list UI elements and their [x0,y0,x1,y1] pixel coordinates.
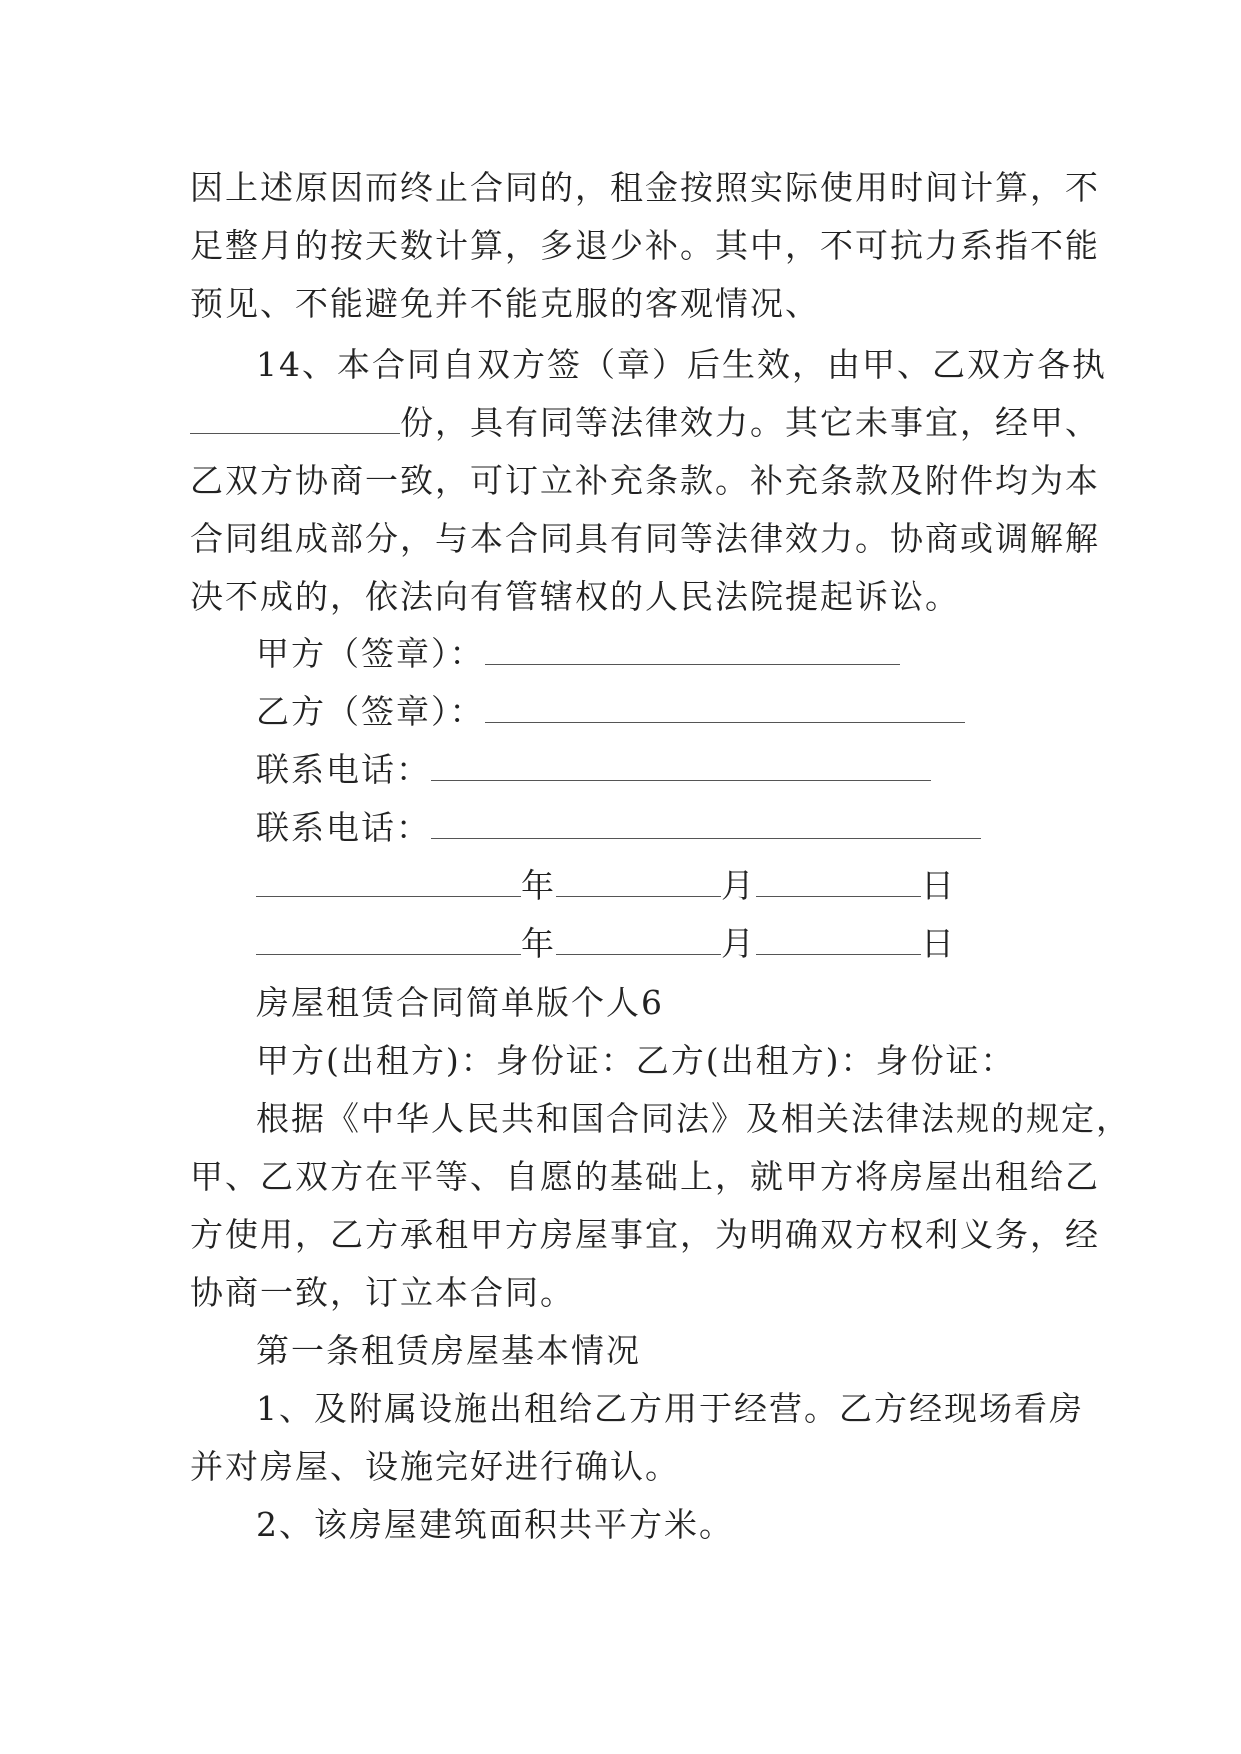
intro-line: 协商一致，订立本合同。 [190,1273,575,1312]
month-blank [556,866,721,897]
intro-line: 方使用，乙方承租甲方房屋事宜，为明确双方权利义务，经 [190,1215,1100,1254]
day-blank [756,866,921,897]
party-b-signature-blank [485,692,965,723]
month-label: 月 [721,924,756,963]
phone-line-1 [256,750,931,790]
intro-line: 甲、乙双方在平等、自愿的基础上，就甲方将房屋出租给乙 [190,1157,1100,1196]
phone-blank-2 [431,808,981,839]
day-blank [756,924,921,955]
section-title: 房屋租赁合同简单版个人6 [256,983,664,1022]
paragraph-line: 因上述原因而终止合同的，租金按照实际使用时间计算，不 [190,168,1100,207]
paragraph-line: 乙双方协商一致，可订立补充条款。补充条款及附件均为本 [190,461,1100,500]
parties-line: 甲方(出租方)：身份证：乙方(出租方)：身份证： [256,1041,1016,1080]
party-a-signature-blank [485,634,900,665]
party-b-signature-line [256,692,965,732]
party-a-label: 甲方（签章）： [256,634,485,673]
paragraph-line: 合同组成部分，与本合同具有同等法律效力。协商或调解解 [190,519,1100,558]
item-1-line: 1、及附属设施出租给乙方用于经营。乙方经现场看房 [256,1389,1084,1428]
year-label: 年 [521,924,556,963]
phone-label-2: 联系电话： [256,808,431,847]
item-1-line: 并对房屋、设施完好进行确认。 [190,1447,680,1486]
party-b-label: 乙方（签章）： [256,692,485,731]
day-label: 日 [921,924,956,963]
clause-14-copies-line [190,403,1100,443]
paragraph-line: 决不成的，依法向有管辖权的人民法院提起诉讼。 [190,577,960,616]
clause-14-line: 14、本合同自双方签（章）后生效，由甲、乙双方各执 [256,345,1107,384]
year-label: 年 [521,866,556,905]
month-label: 月 [721,866,756,905]
copies-blank [190,403,400,434]
year-blank [256,866,521,897]
month-blank [556,924,721,955]
paragraph-line: 预见、不能避免并不能克服的客观情况、 [190,284,820,323]
clause-14-copies-text: 份，具有同等法律效力。其它未事宜，经甲、 [400,403,1100,442]
date-line-2 [256,924,956,964]
phone-blank-1 [431,750,931,781]
item-2-line: 2、该房屋建筑面积共平方米。 [256,1505,734,1544]
article-1-title: 第一条租赁房屋基本情况 [256,1331,641,1370]
day-label: 日 [921,866,956,905]
phone-label-1: 联系电话： [256,750,431,789]
intro-line: 根据《中华人民共和国合同法》及相关法律法规的规定， [256,1099,1131,1138]
paragraph-line: 足整月的按天数计算，多退少补。其中，不可抗力系指不能 [190,226,1100,265]
year-blank [256,924,521,955]
date-line-1 [256,866,956,906]
phone-line-2 [256,808,981,848]
party-a-signature-line [256,634,900,674]
